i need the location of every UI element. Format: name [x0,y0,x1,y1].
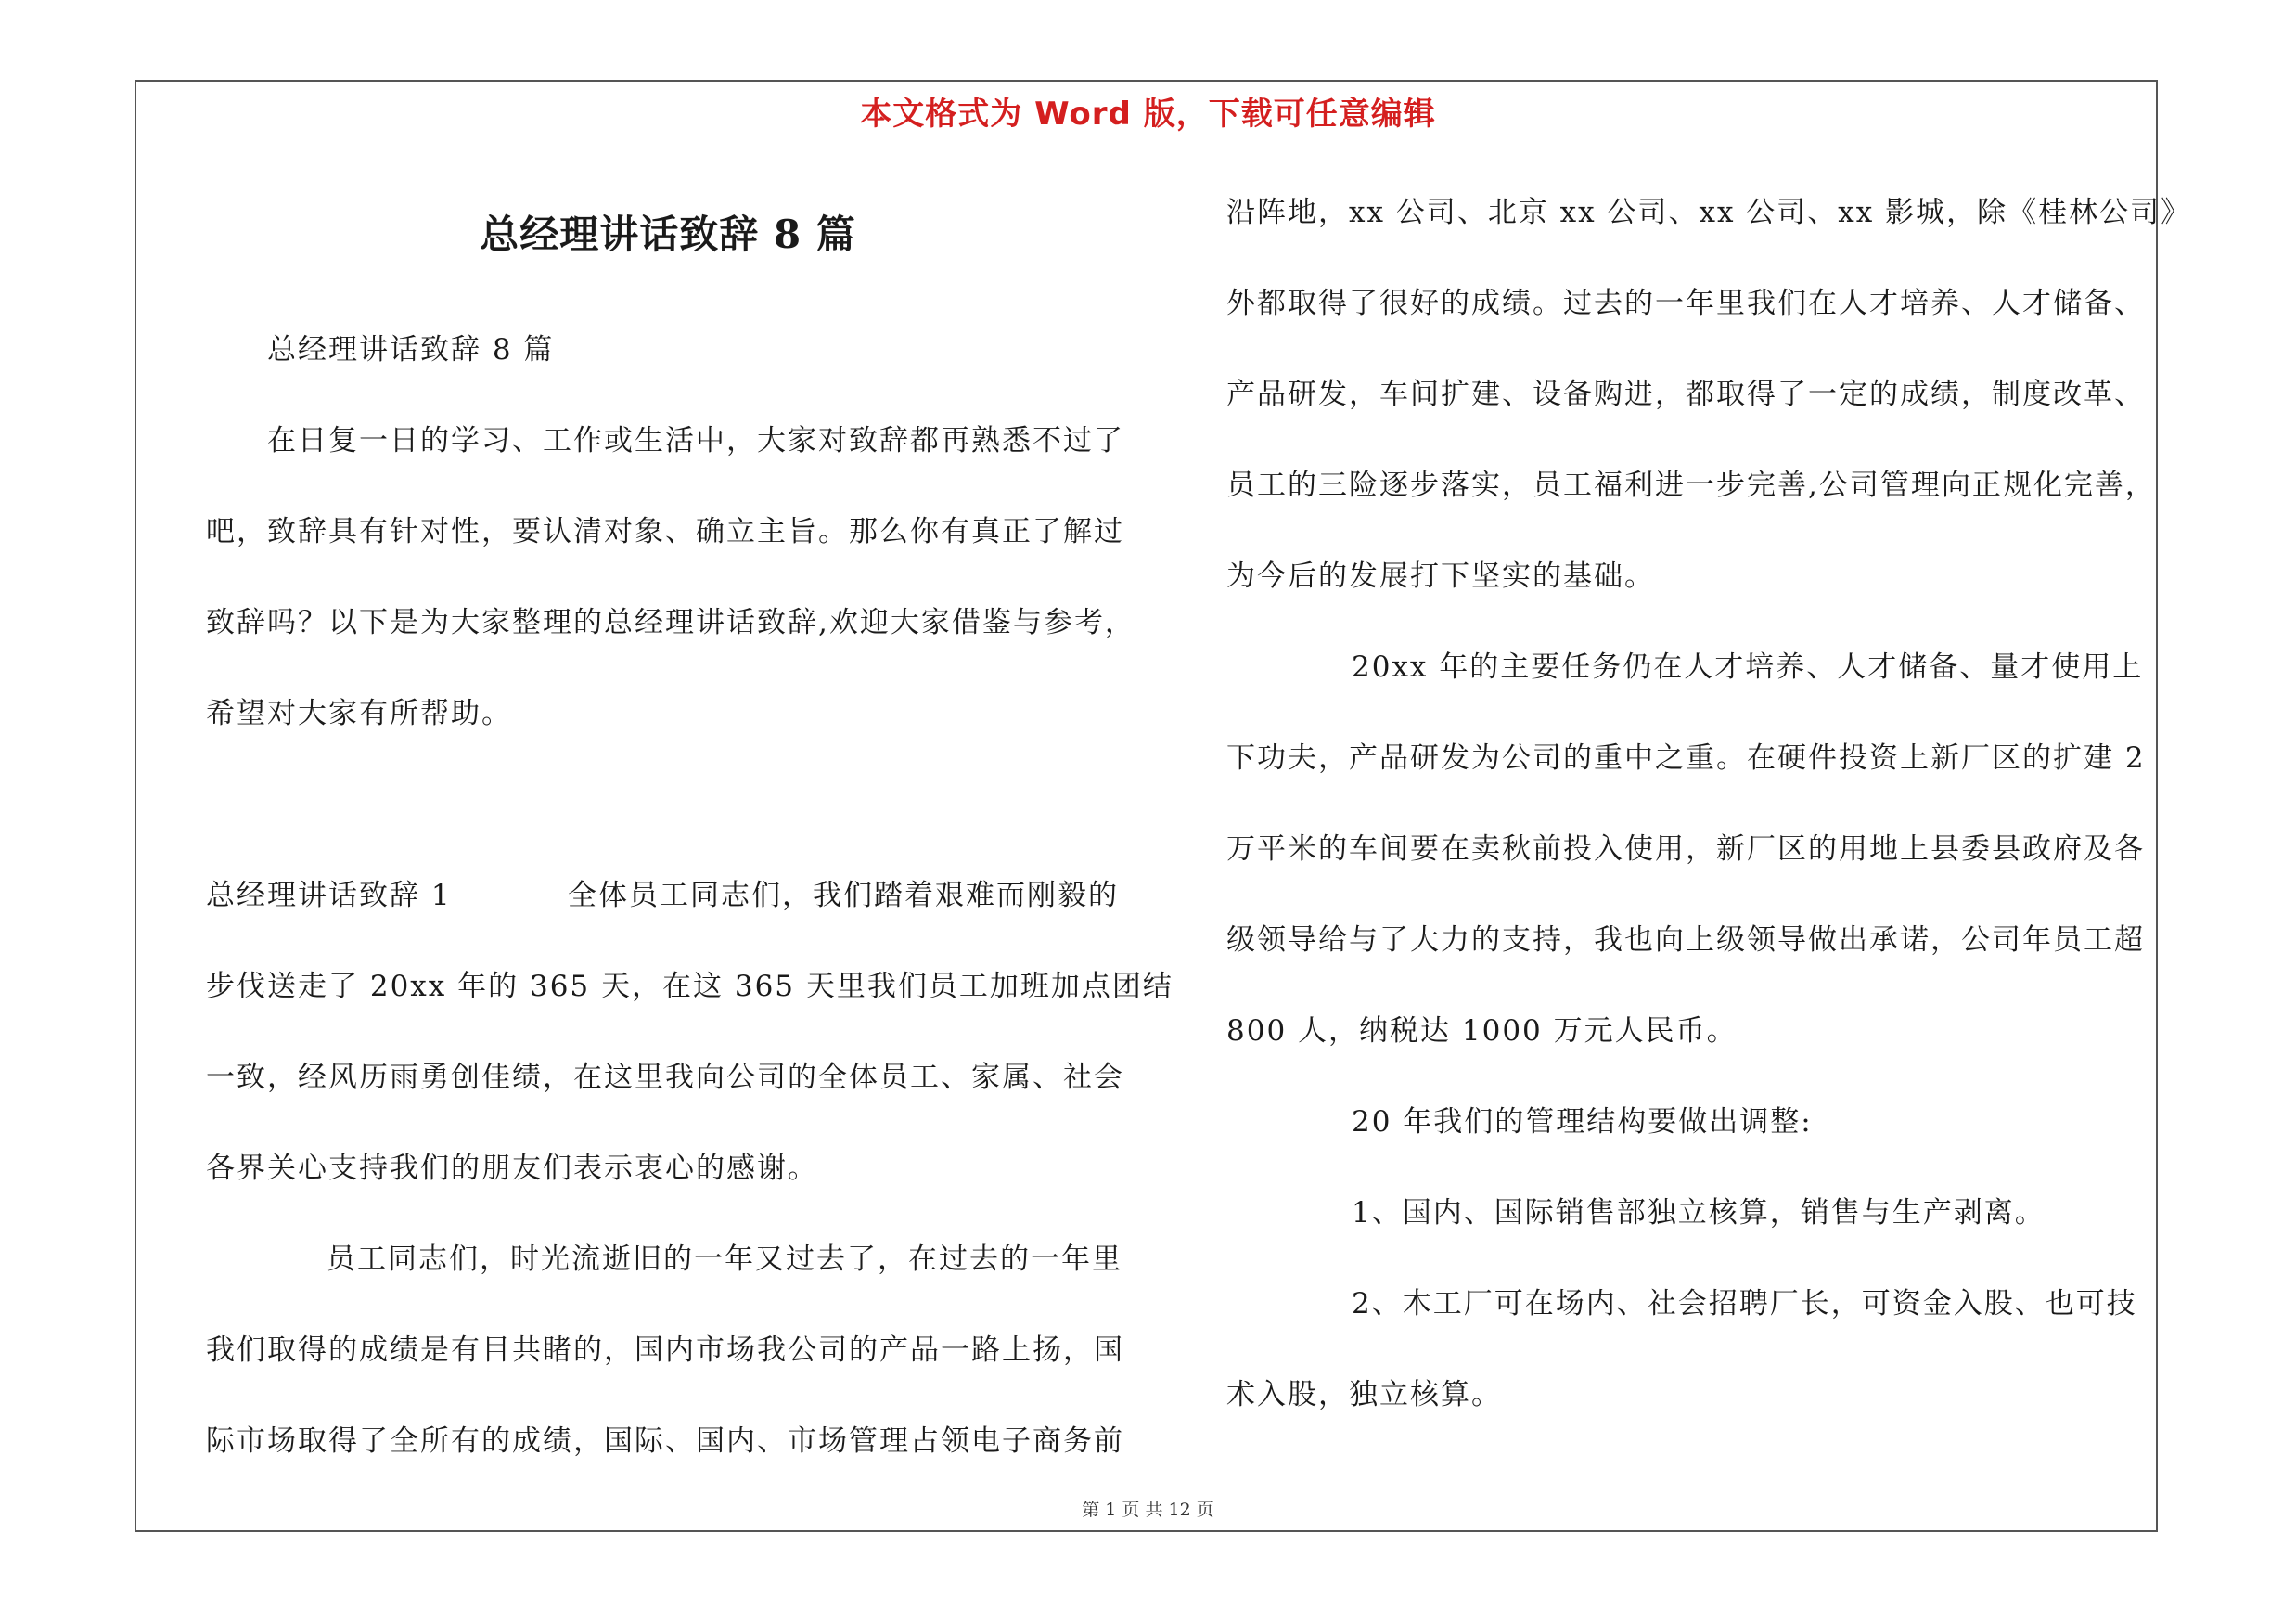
speech1-heading-line [206,850,1152,941]
tasks-line: 下功夫，产品研发为公司的重中之重。在硬件投资上新厂区的扩建 2 [1226,741,2146,775]
tasks-line: 20xx 年的主要任务仍在人才培养、人才储备、量才使用上 [1352,650,2144,684]
paragraph-line: 我们取得的成绩是有目共睹的，国内市场我公司的产品一路上扬，国 [206,1333,1124,1367]
document-subtitle: 总经理讲话致辞 8 篇 [267,333,555,367]
intro-line: 在日复一日的学习、工作或生活中，大家对致辞都再熟悉不过了 [267,424,1124,457]
paragraph-line: 外都取得了很好的成绩。过去的一年里我们在人才培养、人才储备、 [1226,287,2145,320]
page-number: 第 1 页 共 12 页 [1082,1500,1214,1520]
tasks-line: 万平米的车间要在卖秋前投入使用，新厂区的用地上县委县政府及各 [1226,832,2145,866]
speech1-label: 总经理讲话致辞 1 [206,879,452,912]
document-title: 总经理讲话致辞 8 篇 [480,212,856,257]
intro-line: 希望对大家有所帮助。 [206,697,512,730]
tasks-line: 级领导给与了大力的支持，我也向上级领导做出承诺，公司年员工超 [1226,923,2145,957]
structure-line: 20 年我们的管理结构要做出调整: [1352,1105,1813,1139]
right-column [1226,167,2192,1440]
paragraph-line: 际市场取得了全所有的成绩，国际、国内、市场管理占领电子商务前 [206,1424,1124,1458]
paragraph-line: 员工的三险逐步落实，员工福利进一步完善,公司管理向正规化完善， [1226,469,2156,502]
word-format-banner: 本文格式为 Word 版，下载可任意编辑 [860,96,1436,133]
paragraph-line: 沿阵地，xx 公司、北京 xx 公司、xx 公司、xx 影城，除《桂林公司》 [1226,196,2192,229]
intro-line: 吧，致辞具有针对性，要认清对象、确立主旨。那么你有真正了解过 [206,515,1124,548]
speech1-line: 各界关心支持我们的朋友们表示衷心的感谢。 [206,1152,818,1185]
paragraph-line: 产品研发，车间扩建、设备购进，都取得了一定的成绩，制度改革、 [1226,378,2145,411]
speech1-opening: 全体员工同志们，我们踏着艰难而刚毅的 [568,879,1119,912]
list-item: 2、木工厂可在场内、社会招聘厂长，可资金入股、也可技 [1352,1287,2137,1320]
paragraph-gap [206,759,1152,850]
left-column [206,304,1174,1487]
speech1-line: 步伐送走了 20xx 年的 365 天，在这 365 天里我们员工加班加点团结 [206,970,1174,1003]
paragraph-line: 为今后的发展打下坚实的基础。 [1226,560,1655,593]
paragraph-line: 员工同志们，时光流逝旧的一年又过去了，在过去的一年里 [327,1243,1122,1276]
list-item-continuation: 术入股，独立核算。 [1226,1378,1502,1411]
intro-line: 致辞吗？以下是为大家整理的总经理讲话致辞,欢迎大家借鉴与参考， [206,606,1135,639]
list-item: 1、国内、国际销售部独立核算，销售与生产剥离。 [1352,1196,2046,1230]
tasks-line: 800 人，纳税达 1000 万元人民币。 [1226,1014,1738,1048]
speech1-line: 一致，经风历雨勇创佳绩，在这里我向公司的全体员工、家属、社会 [206,1061,1124,1094]
